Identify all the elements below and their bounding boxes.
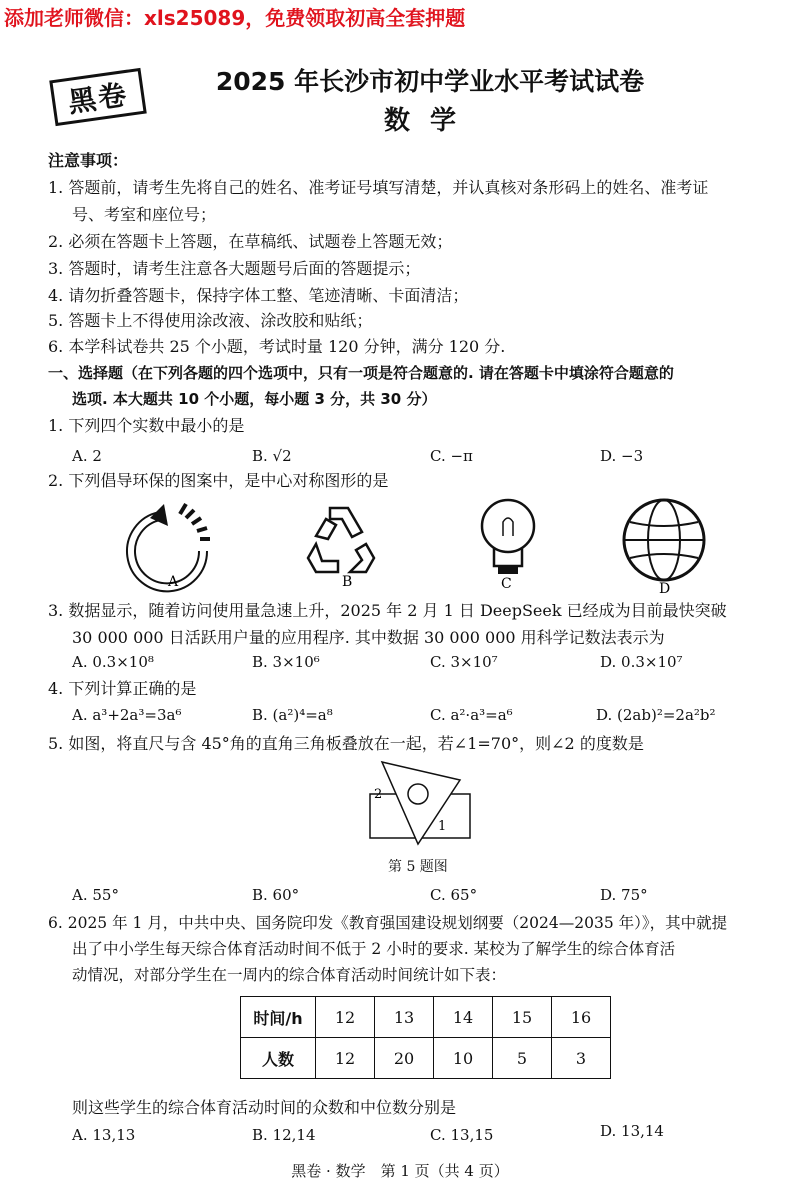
q1-option-d: D. −3: [600, 447, 644, 465]
table-header-cell: 人数: [241, 1038, 316, 1079]
table-cell: 12: [316, 1038, 375, 1079]
question-4-stem: 4. 下列计算正确的是: [48, 679, 197, 698]
exam-title: 2025 年长沙市初中学业水平考试试卷: [215, 67, 645, 96]
figure-label: C: [501, 576, 512, 592]
q1-option-a: A. 2: [72, 447, 102, 465]
q4-option-a: A. a³+2a³=3a⁶: [72, 706, 182, 724]
table-cell: 16: [552, 997, 611, 1038]
light-bulb-icon: [482, 500, 534, 574]
table-header-cell: 时间/h: [241, 997, 316, 1038]
note-line: 2. 必须在答题卡上答题，在草稿纸、试题卷上答题无效；: [48, 232, 453, 251]
table-cell: 10: [434, 1038, 493, 1079]
note-line: 4. 请勿折叠答题卡，保持字体工整、笔迹清晰、卡面清洁；: [48, 286, 469, 305]
page-footer: 黑卷 · 数学 第 1 页（共 4 页）: [291, 1162, 509, 1180]
table-cell: 3: [552, 1038, 611, 1079]
table-cell: 12: [316, 997, 375, 1038]
question-5-stem: 5. 如图，将直尺与含 45°角的直角三角板叠放在一起，若∠1=70°，则∠2 的度数是: [48, 734, 644, 753]
brand-stamp: 黑卷: [49, 68, 147, 126]
q3-option-a: A. 0.3×10⁸: [72, 653, 154, 671]
table-row: [241, 1038, 611, 1079]
angle-2-label: 2: [374, 787, 383, 802]
question-6-line: 6. 2025 年 1 月，中共中央、国务院印发《教育强国建设规划纲要（2024—2035 年）》，其中就提: [48, 914, 728, 932]
figure-label: A: [168, 574, 179, 590]
q6-option-d: D. 13,14: [600, 1122, 664, 1140]
question-3-line: 30 000 000 日活跃用户量的应用程序. 其中数据 30 000 000 用科学记数法表示为: [72, 628, 665, 647]
question-6-line: 动情况，对部分学生在一周内的综合体育活动时间统计如下表：: [72, 966, 507, 984]
subject-title: 数学: [383, 106, 476, 136]
note-line: 1. 答题前，请考生先将自己的姓名、准考证号填写清楚，并认真核对条形码上的姓名、准考证: [48, 178, 709, 197]
note-line: 3. 答题时，请考生注意各大题题号后面的答题提示；: [48, 259, 421, 278]
q4-option-b: B. (a²)⁴=a⁸: [252, 706, 333, 724]
table-cell: 13: [375, 997, 434, 1038]
q4-option-c: C. a²·a³=a⁶: [430, 706, 513, 724]
table-cell: 5: [493, 1038, 552, 1079]
table-row: [241, 997, 611, 1038]
question-1-stem: 1. 下列四个实数中最小的是: [48, 416, 245, 435]
q5-option-b: B. 60°: [252, 886, 300, 904]
q6-option-c: C. 13,15: [430, 1126, 494, 1144]
angle-1-label: 1: [438, 819, 447, 834]
q6-option-a: A. 13,13: [72, 1126, 136, 1144]
q2-figures: [120, 496, 740, 596]
section-heading: 一、选择题（在下列各题的四个选项中，只有一项是符合题意的. 请在答题卡中填涂符合题意的: [48, 364, 674, 382]
figure-label: B: [342, 574, 353, 590]
table-cell: 20: [375, 1038, 434, 1079]
question-3-line: 3. 数据显示，随着访问使用量急速上升，2025 年 2 月 1 日 DeepSeek 已经成为目前最快突破: [48, 601, 727, 620]
question-2-stem: 2. 下列倡导环保的图案中，是中心对称图形的是: [48, 471, 389, 490]
q5-option-a: A. 55°: [72, 886, 119, 904]
question-6-line: 出了中小学生每天综合体育活动时间不低于 2 小时的要求. 某校为了解学生的综合体育活: [72, 940, 676, 958]
globe-icon: [624, 500, 704, 580]
note-line: 6. 本学科试卷共 25 个小题，考试时量 120 分钟，满分 120 分.: [48, 337, 506, 356]
q3-option-c: C. 3×10⁷: [430, 653, 498, 671]
q4-option-d: D. (2ab)²=2a²b²: [596, 706, 716, 724]
promo-banner: 添加老师微信：xls25089，免费领取初高全套押题: [4, 6, 466, 30]
q5-figure: [360, 758, 480, 848]
q1-option-c: C. −π: [430, 447, 473, 465]
q6-option-b: B. 12,14: [252, 1126, 316, 1144]
section-heading-cont: 选项. 本大题共 10 个小题，每小题 3 分，共 30 分）: [72, 390, 437, 408]
notes-heading: 注意事项：: [48, 151, 129, 170]
figure-label: D: [659, 581, 671, 596]
q3-option-d: D. 0.3×10⁷: [600, 653, 683, 671]
note-line: 5. 答题卡上不得使用涂改液、涂改胶和贴纸；: [48, 311, 373, 330]
q6-data-table: [240, 996, 611, 1079]
q3-option-b: B. 3×10⁶: [252, 653, 320, 671]
table-cell: 15: [493, 997, 552, 1038]
q1-option-b: B. √2: [252, 447, 292, 465]
question-6-prompt: 则这些学生的综合体育活动时间的众数和中位数分别是: [72, 1098, 457, 1117]
figure-caption: 第 5 题图: [388, 859, 448, 875]
q5-option-d: D. 75°: [600, 886, 648, 904]
table-cell: 14: [434, 997, 493, 1038]
q5-option-c: C. 65°: [430, 886, 478, 904]
note-line: 号、考室和座位号；: [72, 205, 217, 224]
recycle-icon: [308, 508, 374, 572]
